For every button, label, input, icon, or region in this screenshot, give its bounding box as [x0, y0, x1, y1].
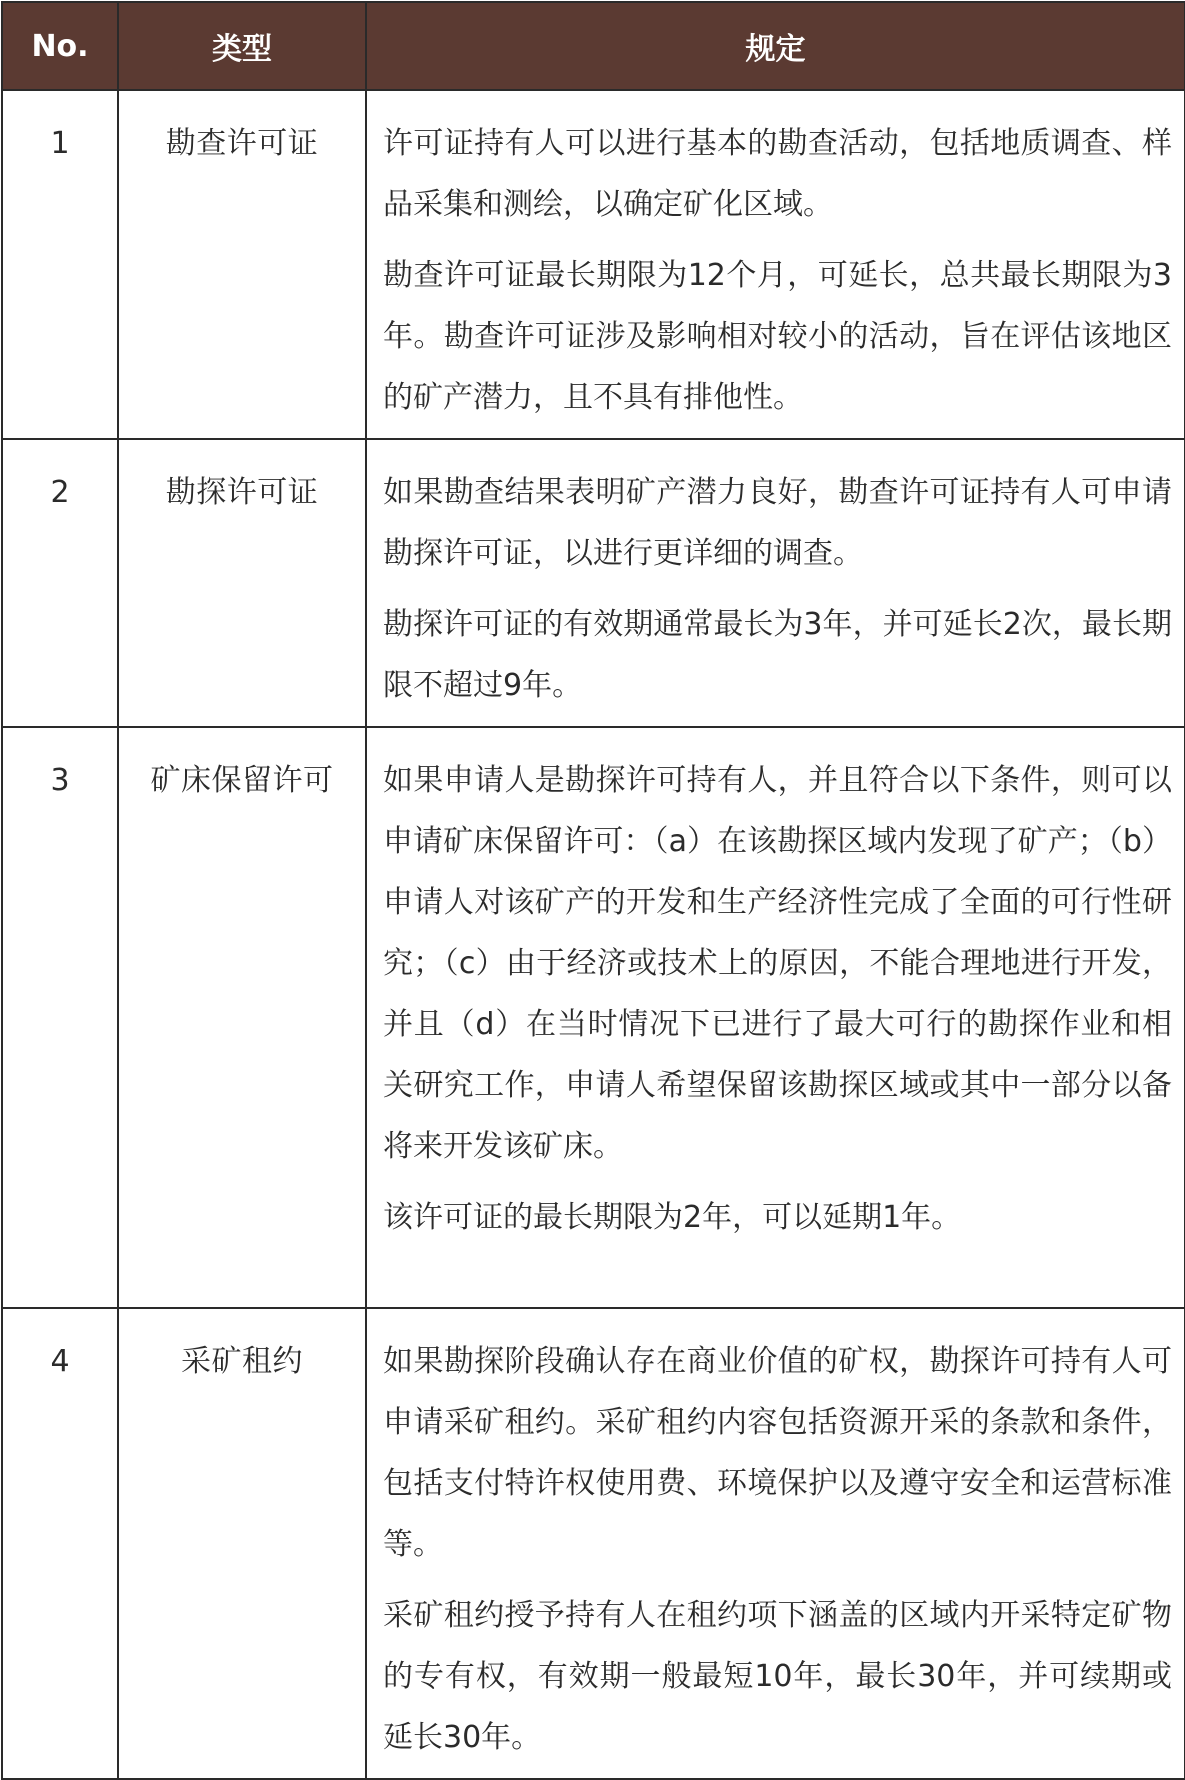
regulation-paragraph: 勘探许可证的有效期通常最长为3年，并可延长2次，最长期限不超过9年。 — [383, 607, 1172, 703]
regulation-cell — [366, 439, 1185, 727]
header-no: No. — [2, 2, 118, 90]
header-type: 类型 — [118, 2, 366, 90]
regulation-cell — [366, 1308, 1185, 1779]
regulation-cell — [366, 727, 1185, 1308]
regulation-paragraph: 如果勘探阶段确认存在商业价值的矿权，勘探许可持有人可申请采矿租约。采矿租约内容包括资源开采的条款和条件，包括支付特许权使用费、环境保护以及遵守安全和运营标准等。 — [383, 1344, 1172, 1562]
row-number: 2 — [2, 439, 118, 727]
header-rule: 规定 — [366, 2, 1185, 90]
table-row — [2, 727, 1185, 1308]
regulation-paragraph: 该许可证的最长期限为2年，可以延期1年。 — [383, 1200, 962, 1235]
regulation-paragraph: 勘查许可证最长期限为12个月，可延长，总共最长期限为3 年。勘查许可证涉及影响相对较小的活动，旨在评估该地区的矿产潜力，且不具有排他性。 — [383, 258, 1172, 415]
table-header — [2, 2, 1185, 90]
table-row — [2, 1308, 1185, 1779]
license-type: 勘探许可证 — [118, 439, 366, 727]
license-type: 勘查许可证 — [118, 90, 366, 439]
table-body — [2, 90, 1185, 1779]
license-type: 矿床保留许可 — [118, 727, 366, 1308]
regulation-paragraph: 如果勘查结果表明矿产潜力良好，勘查许可证持有人可申请勘探许可证，以进行更详细的调查。 — [383, 475, 1172, 571]
regulation-cell — [366, 90, 1185, 439]
regulation-paragraph: 采矿租约授予持有人在租约项下涵盖的区域内开采特定矿物的专有权，有效期一般最短10年，最长30年，并可续期或延长30年。 — [383, 1598, 1172, 1755]
row-number: 1 — [2, 90, 118, 439]
table-row — [2, 90, 1185, 439]
row-number: 4 — [2, 1308, 118, 1779]
regulation-paragraph: 如果申请人是勘探许可持有人，并且符合以下条件，则可以申请矿床保留许可：（a）在该勘探区域内发现了矿产；（b）申请人对该矿产的开发和生产经济性完成了全面的可行性研究；（c）由于经济或技术上的原因，不能合理地进行开发，并且（d）在当时情况下已进行了最大可行的勘探作业和相关研究工作，申请人希望保留该勘探区域或其中一部分以备将来开发该矿床。 — [383, 763, 1172, 1164]
row-number: 3 — [2, 727, 118, 1308]
license-type: 采矿租约 — [118, 1308, 366, 1779]
table-row — [2, 439, 1185, 727]
header-row — [2, 2, 1185, 90]
regulation-paragraph: 许可证持有人可以进行基本的勘查活动，包括地质调查、样品采集和测绘，以确定矿化区域。 — [383, 126, 1172, 222]
regulation-table — [1, 1, 1185, 1780]
